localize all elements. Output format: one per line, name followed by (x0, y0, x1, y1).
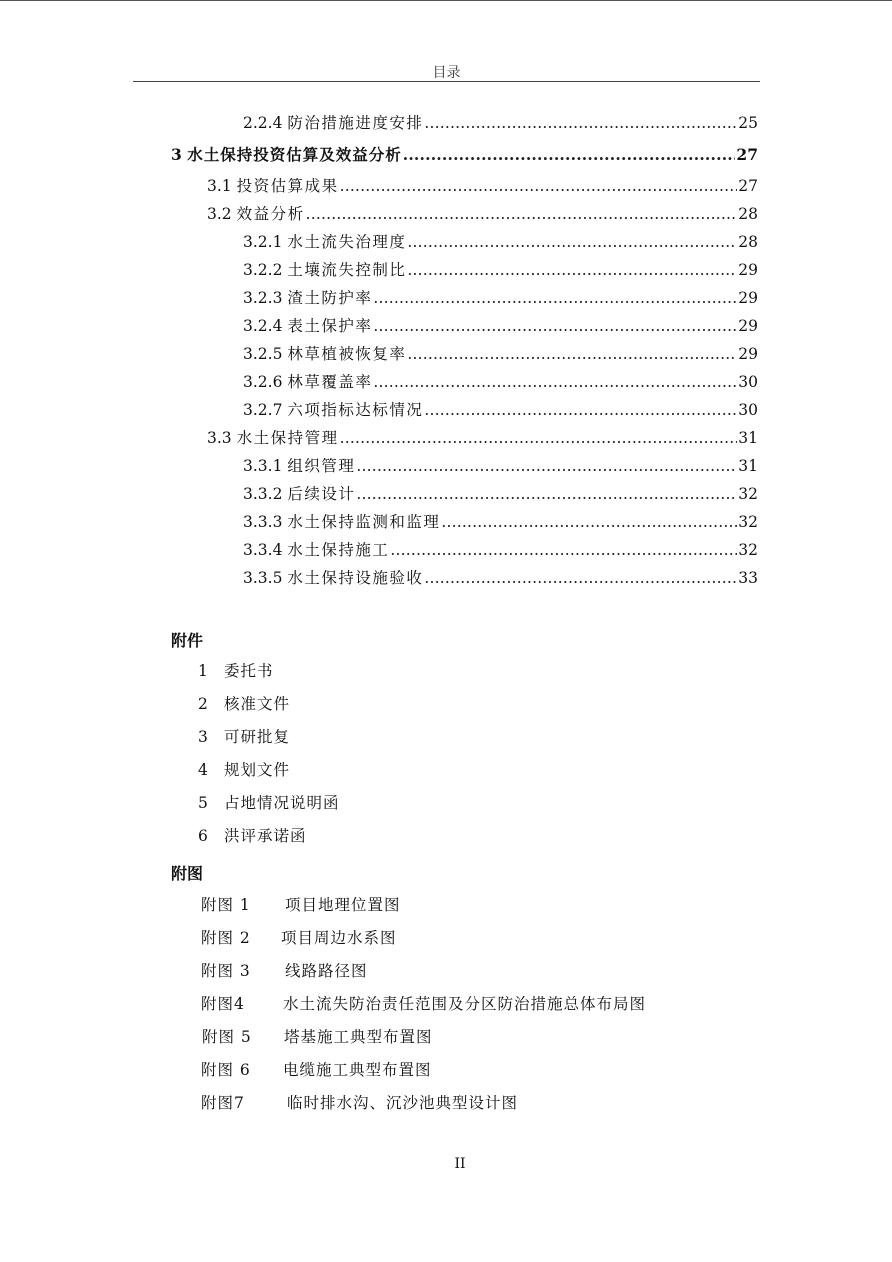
toc-entry[interactable]: 3.2 效益分析 ..... 28 (207, 203, 758, 225)
attachment-item[interactable]: 1 委托书 (198, 662, 274, 680)
dot-leader (356, 483, 737, 505)
header-divider (133, 81, 760, 82)
dot-leader (340, 427, 738, 449)
dot-leader (424, 399, 737, 421)
toc-entry[interactable]: 3.2.4 表土保护率 ..... 29 (243, 315, 758, 337)
dot-leader (373, 315, 737, 337)
toc-entry[interactable]: 3.2.3 渣土防护率 ..... 29 (243, 287, 758, 309)
toc-entry[interactable]: 3.3.4 水土保持施工 ..... 32 (243, 539, 758, 561)
attachments-heading: 附件 (171, 631, 204, 650)
attachment-item[interactable]: 5 占地情况说明函 (198, 794, 340, 812)
toc-entry[interactable]: 3.2.5 林草植被恢复率 ..... 29 (243, 343, 758, 365)
top-border (0, 0, 892, 1)
dot-leader (407, 259, 737, 281)
dot-leader (390, 539, 737, 561)
dot-leader (424, 112, 737, 134)
dot-leader (340, 175, 738, 197)
dot-leader (373, 287, 737, 309)
attachment-item[interactable]: 6 洪评承诺函 (198, 827, 307, 845)
dot-leader (407, 343, 737, 365)
page-number: II (454, 1156, 466, 1172)
toc-entry[interactable]: 3.3 水土保持管理 ..... 31 (207, 427, 758, 449)
toc-entry-chapter[interactable]: 3 水土保持投资估算及效益分析 ..... 27 (171, 144, 758, 166)
attachment-item[interactable]: 4 规划文件 (198, 761, 291, 779)
toc-entry[interactable]: 3.3.5 水土保持设施验收 ..... 33 (243, 567, 758, 589)
figures-heading: 附图 (171, 864, 204, 883)
dot-leader (403, 144, 736, 166)
running-header: 目录 (432, 65, 461, 81)
toc-entry[interactable]: 3.3.1 组织管理 ..... 31 (243, 455, 758, 477)
attachment-item[interactable]: 3 可研批复 (198, 728, 291, 746)
dot-leader (356, 455, 737, 477)
toc-entry[interactable]: 2.2.4 防治措施进度安排 ..... 25 (243, 112, 758, 134)
toc-entry[interactable]: 3.3.2 后续设计 ..... 32 (243, 483, 758, 505)
toc-entry[interactable]: 3.2.7 六项指标达标情况 ..... 30 (243, 399, 758, 421)
dot-leader (373, 371, 737, 393)
dot-leader (424, 567, 737, 589)
dot-leader (441, 511, 737, 533)
attachment-item[interactable]: 2 核准文件 (198, 695, 291, 713)
dot-leader (306, 203, 738, 225)
toc-entry[interactable]: 3.1 投资估算成果 ..... 27 (207, 175, 758, 197)
dot-leader (407, 231, 737, 253)
toc-entry[interactable]: 3.2.1 水土流失治理度 ..... 28 (243, 231, 758, 253)
toc-entry[interactable]: 3.2.6 林草覆盖率 ..... 30 (243, 371, 758, 393)
toc-entry[interactable]: 3.2.2 土壤流失控制比 ..... 29 (243, 259, 758, 281)
toc-entry[interactable]: 3.3.3 水土保持监测和监理 ..... 32 (243, 511, 758, 533)
